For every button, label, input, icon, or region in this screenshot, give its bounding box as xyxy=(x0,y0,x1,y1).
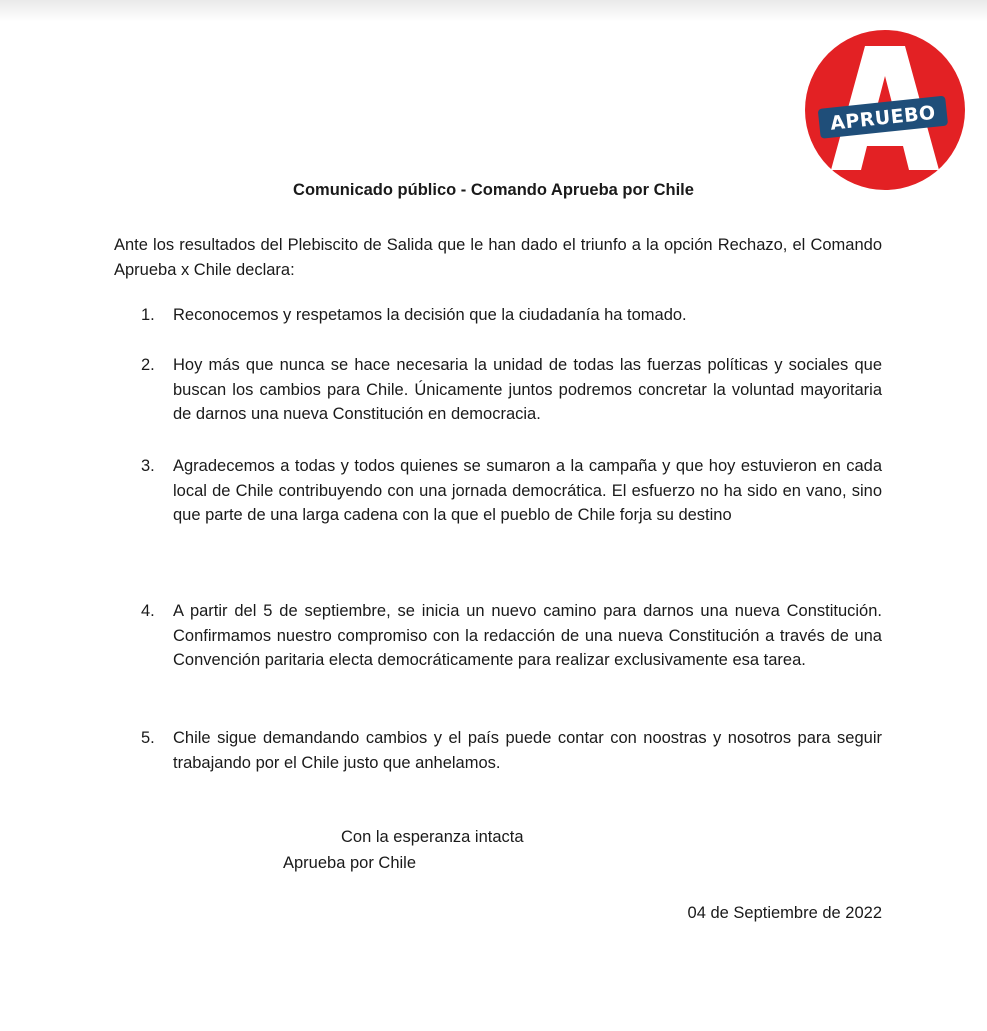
list-item-text: Chile sigue demandando cambios y el país puede contar con noostras y nosotros para seguir trabajando por el Chile justo que anhelamos. xyxy=(173,729,882,772)
signature: Aprueba por Chile xyxy=(283,854,416,872)
list-item-text: A partir del 5 de septiembre, se inicia un nuevo camino para darnos una nueva Constitución. Confirmamos nuestro compromiso con la redacción de una nueva Constitución a través de una Convención paritaria electa democráticamente para realizar exclusivamente esa tarea. xyxy=(173,602,882,669)
list-item-number: 2. xyxy=(141,356,155,374)
list-item-number: 1. xyxy=(141,306,155,324)
closing-line: Con la esperanza intacta xyxy=(341,828,524,846)
list-item xyxy=(141,454,882,528)
list-item-number: 3. xyxy=(141,457,155,475)
logo-label: APRUEBO xyxy=(829,101,937,135)
list-item-text: Hoy más que nunca se hace necesaria la unidad de todas las fuerzas políticas y sociales que buscan los cambios para Chile. Únicamente juntos podremos concretar la voluntad mayoritaria de darnos una nueva Constitución en democracia. xyxy=(173,356,882,423)
list-item xyxy=(141,599,882,673)
top-shadow xyxy=(0,0,987,22)
list-item-text: Agradecemos a todas y todos quienes se sumaron a la campaña y que hoy estuvieron en cada local de Chile contribuyendo con una jornada democrática. El esfuerzo no ha sido en vano, sino que parte de una larga cadena con la que el pueblo de Chile forja su destino xyxy=(173,457,882,524)
list-item-number: 5. xyxy=(141,729,155,747)
list-item-text: Reconocemos y respetamos la decisión que la ciudadanía ha tomado. xyxy=(173,306,687,324)
list-item-number: 4. xyxy=(141,602,155,620)
list-item xyxy=(141,353,882,427)
apruebo-logo xyxy=(805,30,965,190)
intro-paragraph: Ante los resultados del Plebiscito de Salida que le han dado el triunfo a la opción Rechazo, el Comando Aprueba x Chile declara: xyxy=(114,236,882,279)
list-item xyxy=(141,726,882,775)
list-item xyxy=(141,303,882,328)
document-date: 04 de Septiembre de 2022 xyxy=(687,904,882,922)
document-title: Comunicado público - Comando Aprueba por Chile xyxy=(293,181,694,199)
